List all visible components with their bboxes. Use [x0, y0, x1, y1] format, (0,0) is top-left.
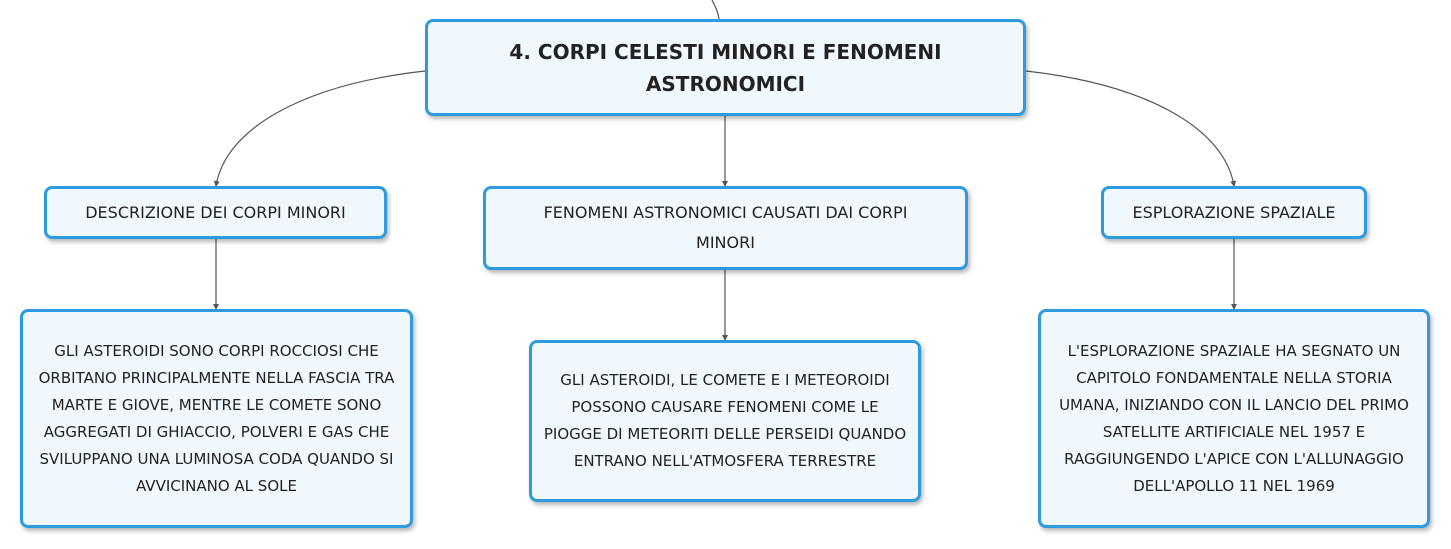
central-topic-node[interactable] [425, 19, 1026, 116]
detail-text: GLI ASTEROIDI SONO CORPI ROCCIOSI CHE ORBITANO PRINCIPALMENTE NELLA FASCIA TRA MARTE E GIOVE, MENTRE LE COMETE SONO AGGREGATI DI GHIACCIO, POLVERI E GAS CHE SVILUPPANO UNA LUMINOSA CODA QUANDO SI AVVICINANO AL SOLE [38, 341, 395, 495]
topic-node-fenomeni[interactable] [483, 186, 968, 270]
detail-node-esplorazione[interactable] [1038, 309, 1430, 528]
detail-text: GLI ASTEROIDI, LE COMETE E I METEOROIDI POSSONO CAUSARE FENOMENI COME LE PIOGGE DI METEORITI DELLE PERSEIDI QUANDO ENTRANO NELL'ATMOSFERA TERRESTRE [543, 371, 907, 470]
topic-label: FENOMENI ASTRONOMICI CAUSATI DAI CORPI MINORI [543, 203, 908, 252]
detail-node-fenomeni[interactable] [529, 340, 921, 502]
detail-text: L'ESPLORAZIONE SPAZIALE HA SEGNATO UN CAPITOLO FONDAMENTALE NELLA STORIA UMANA, INIZIANDO CON IL LANCIO DEL PRIMO SATELLITE ARTIFICIALE NEL 1957 E RAGGIUNGENDO L'APICE CON L'ALLUNAGGIO DELL'APOLLO 11 NEL 1969 [1059, 341, 1409, 495]
topic-label: DESCRIZIONE DEI CORPI MINORI [85, 202, 346, 222]
connector-root-to-topic-3 [1026, 71, 1234, 186]
detail-node-descrizione[interactable] [20, 309, 413, 528]
topic-node-descrizione[interactable] [44, 186, 387, 239]
topic-label: ESPLORAZIONE SPAZIALE [1132, 202, 1336, 222]
topic-node-esplorazione[interactable] [1101, 186, 1367, 239]
connector-incoming [712, 0, 719, 19]
connector-root-to-topic-1 [216, 71, 425, 186]
central-topic-label: 4. CORPI CELESTI MINORI E FENOMENI ASTRONOMICI [509, 39, 942, 96]
